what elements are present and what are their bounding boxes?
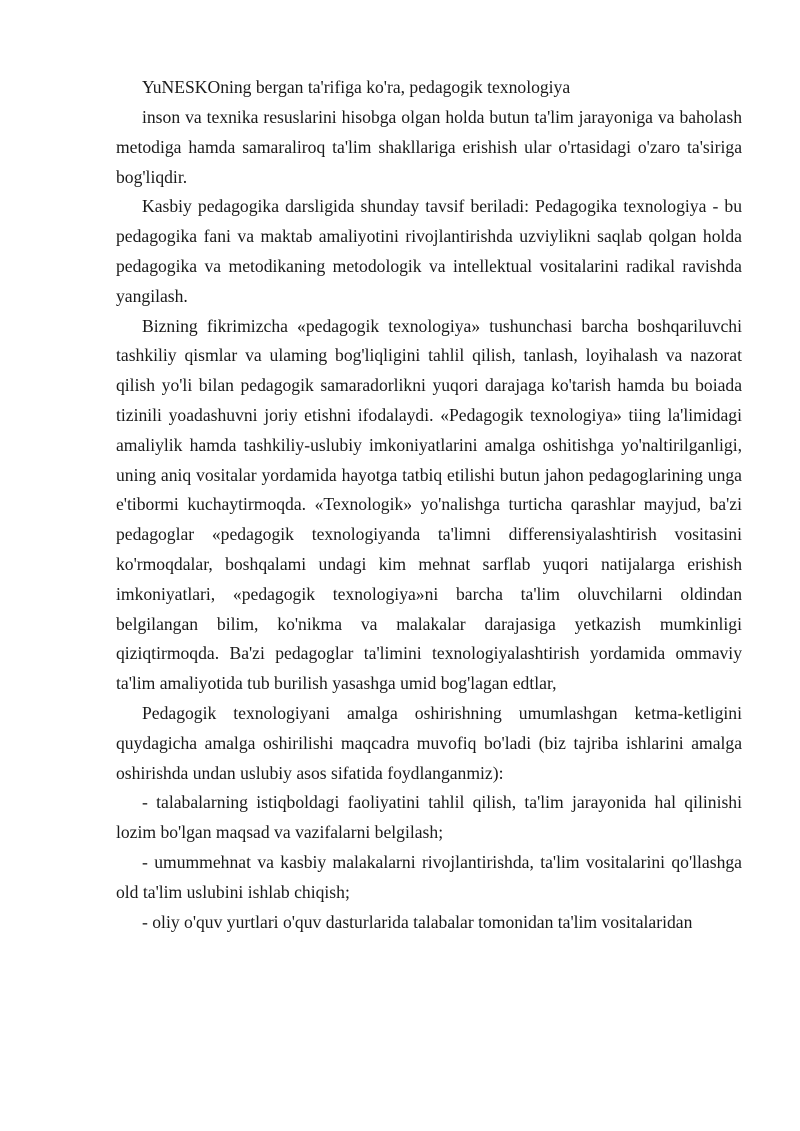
paragraph-1: inson va texnika resuslarini hisobga olgan holda butun ta'lim jarayoniga va baholash metodiga hamda samaraliroq ta'lim shakllariga erishish ular o'rtasidagi o'zaro ta'siriga bog'liqdir. bbox=[116, 107, 742, 187]
paragraph-4: Pedagogik texnologiyani amalga oshirishning umumlashgan ketma-ketligini quydagicha amalga oshirilishi maqcadra muvofiq bo'ladi (biz tajriba ishlarini amalga oshirishda undan uslubiy asos sifatida foydlanganmiz): bbox=[116, 702, 742, 783]
opening-line: YuNESKOning bergan ta'rifiga ko'ra, pedagogik texnologiya bbox=[142, 77, 571, 97]
paragraph-3: Bizning fikrimizcha «pedagogik texnologiya» tushunchasi barcha boshqariluvchi tashkiliy qismlar va ulaming bog'liqligini tahlil qilish, tanlash, loyihalash va nazorat qilish yo'li bilan pedagogik samaradorlikni yuqori darajaga ko'tarish hamda bu boiada tizinili yoadashuvni joriy etishni ifodalaydi. «Pedagogik texnologiya» tiing la'limidagi amaliylik hamda tashkiliy-uslubiy imkoniyatlarini amalga oshitishga yo'naltirilganligi, uning aniq vositalar yordamida hayotga tatbiq etilishi butun jahon pedagoglarining unga e'tibormi kuchaytirmoqda. «Texnologik» yo'nalishga turticha qarashlar mayjud, ba'zi pedagoglar «pedagogik texnologiyanda ta'limni differensiyalashtirish vositasini ko'rmoqdalar, boshqalami undagi kim mehnat sarflab yuqori natijalarga erishish imkoniyatlari, «pedagogik texnologiya»ni barcha ta'lim oluvchilarni oldindan belgilangan bilim, ko'nikma va malakalar darajasiga yetkazish mumkinligi qiziqtirmoqda. Ba'zi pedagoglar ta'limini texnologiyalashtirish yordamida ommaviy ta'lim amaliyotida tub burilish yasashga umid bog'lagan edtlar, bbox=[116, 315, 742, 694]
paragraph-5: - talabalarning istiqboldagi faoliyatini tahlil qilish, ta'lim jarayonida hal qilinishi lozim bo'lgan maqsad va vazifalarni belgilash; bbox=[116, 792, 742, 843]
paragraph-6: - umummehnat va kasbiy malakalarni rivojlantirishda, ta'lim vositalarini qo'llashga old ta'lim uslubini ishlab chiqish; bbox=[116, 851, 742, 902]
body-text bbox=[116, 103, 742, 937]
paragraph-2: Kasbiy pedagogika darsligida shunday tavsif beriladi: Pedagogika texnologiya - bu pedagogika fani va maktab amaliyotini rivojlantirishda uzviylikni saqlab qolgan holda pedagogika va metodikaning metodologik va intellektual vositalarini radikal ravishda yangilash. bbox=[116, 196, 742, 306]
paragraph-7: - oliy o'quv yurtlari o'quv dasturlarida talabalar tomonidan ta'lim vositalaridan bbox=[142, 911, 693, 932]
